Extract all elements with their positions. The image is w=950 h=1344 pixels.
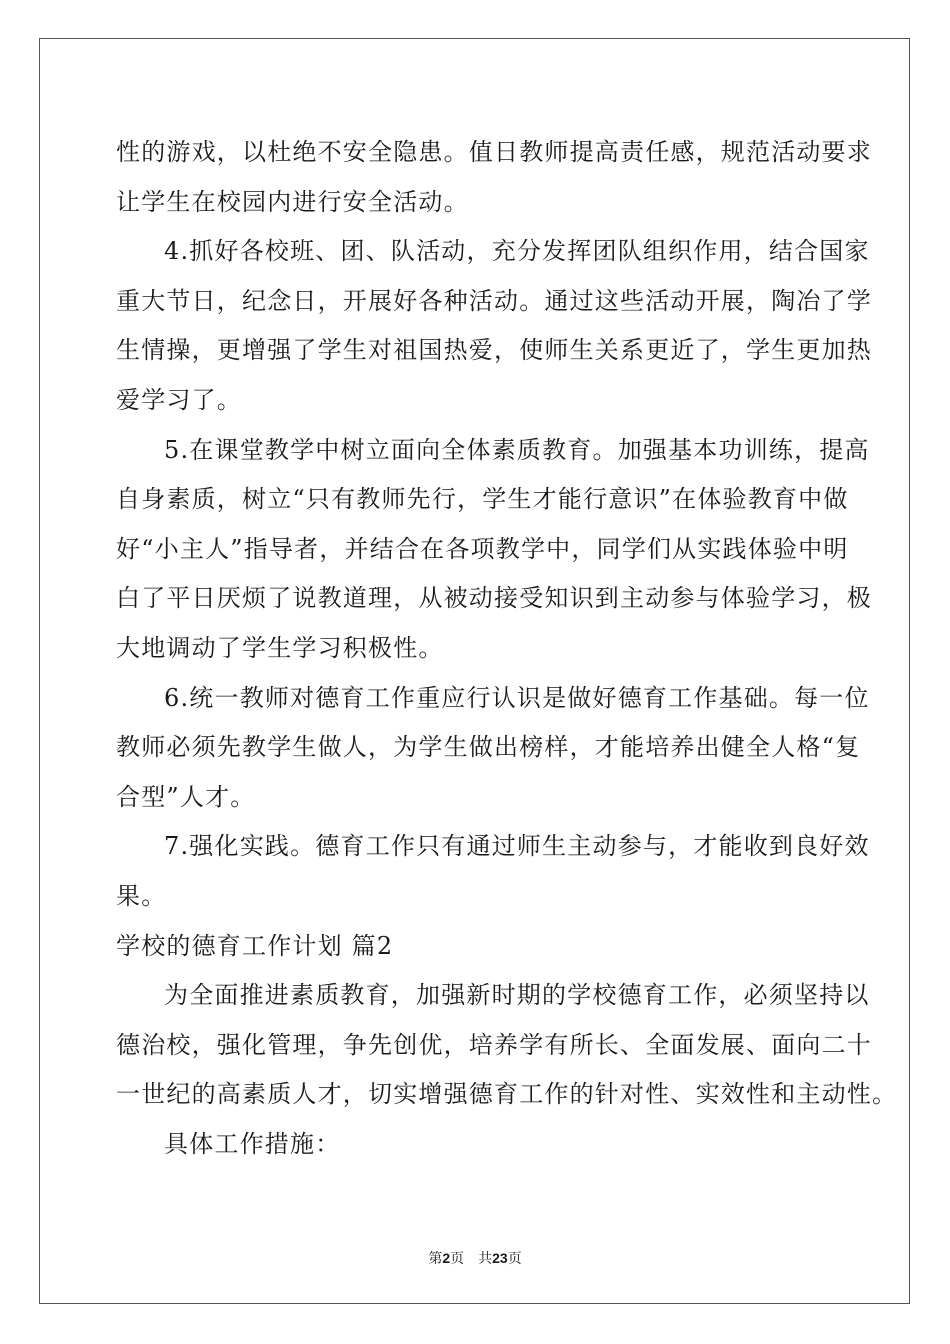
text-line: 好“小主人”指导者，并结合在各项教学中，同学们从实践体验中明 [116,534,849,563]
text-line: 教师必须先教学生做人，为学生做出榜样，才能培养出健全人格“复 [116,733,861,762]
text-line: 重大节日，纪念日，开展好各种活动。通过这些活动开展，陶冶了学 [116,286,872,315]
text-line: 果。 [116,881,167,910]
text-line: 学校的德育工作计划 篇2 [116,931,394,960]
text-line: 7.强化实践。德育工作只有通过师生主动参与，才能收到良好效 [164,832,870,861]
text-line: 一世纪的高素质人才，切实增强德育工作的针对性、实效性和主动性。 [116,1080,898,1109]
document-body [116,128,898,1169]
footer-total-prefix: 共 [478,1251,493,1267]
text-line: 生情操，更增强了学生对祖国热爱，使师生关系更近了，学生更加热 [116,336,872,365]
footer-page-prefix: 第 [428,1251,443,1267]
text-line: 白了平日厌烦了说教道理，从被动接受知识到主动参与体验学习，极 [116,584,872,613]
text-line: 爱学习了。 [116,385,242,414]
page-footer [0,1248,950,1269]
text-line: 让学生在校园内进行安全活动。 [116,187,469,216]
text-line: 德治校，强化管理，争先创优，培养学有所长、全面发展、面向二十 [116,1030,872,1059]
footer-page-suffix: 页 [450,1251,465,1267]
text-line: 合型”人才。 [116,782,256,811]
footer-page-current: 2 [442,1250,451,1266]
text-line: 6.统一教师对德育工作重应行认识是做好德育工作基础。每一位 [164,683,870,712]
text-line: 性的游戏，以杜绝不安全隐患。值日教师提高责任感，规范活动要求 [116,138,872,166]
text-line: 为全面推进素质教育，加强新时期的学校德育工作，必须坚持以 [164,981,870,1010]
text-line: 具体工作措施： [164,1129,341,1158]
text-line: 大地调动了学生学习积极性。 [116,633,444,662]
footer-total-suffix: 页 [507,1251,522,1267]
text-line: 5.在课堂教学中树立面向全体素质教育。加强基本功训练，提高 [164,435,870,464]
text-line: 自身素质，树立“只有教师先行，学生才能行意识”在体验教育中做 [116,485,849,514]
footer-page-total: 23 [492,1250,508,1266]
text-line: 4.抓好各校班、团、队活动，充分发挥团队组织作用，结合国家 [164,237,870,266]
